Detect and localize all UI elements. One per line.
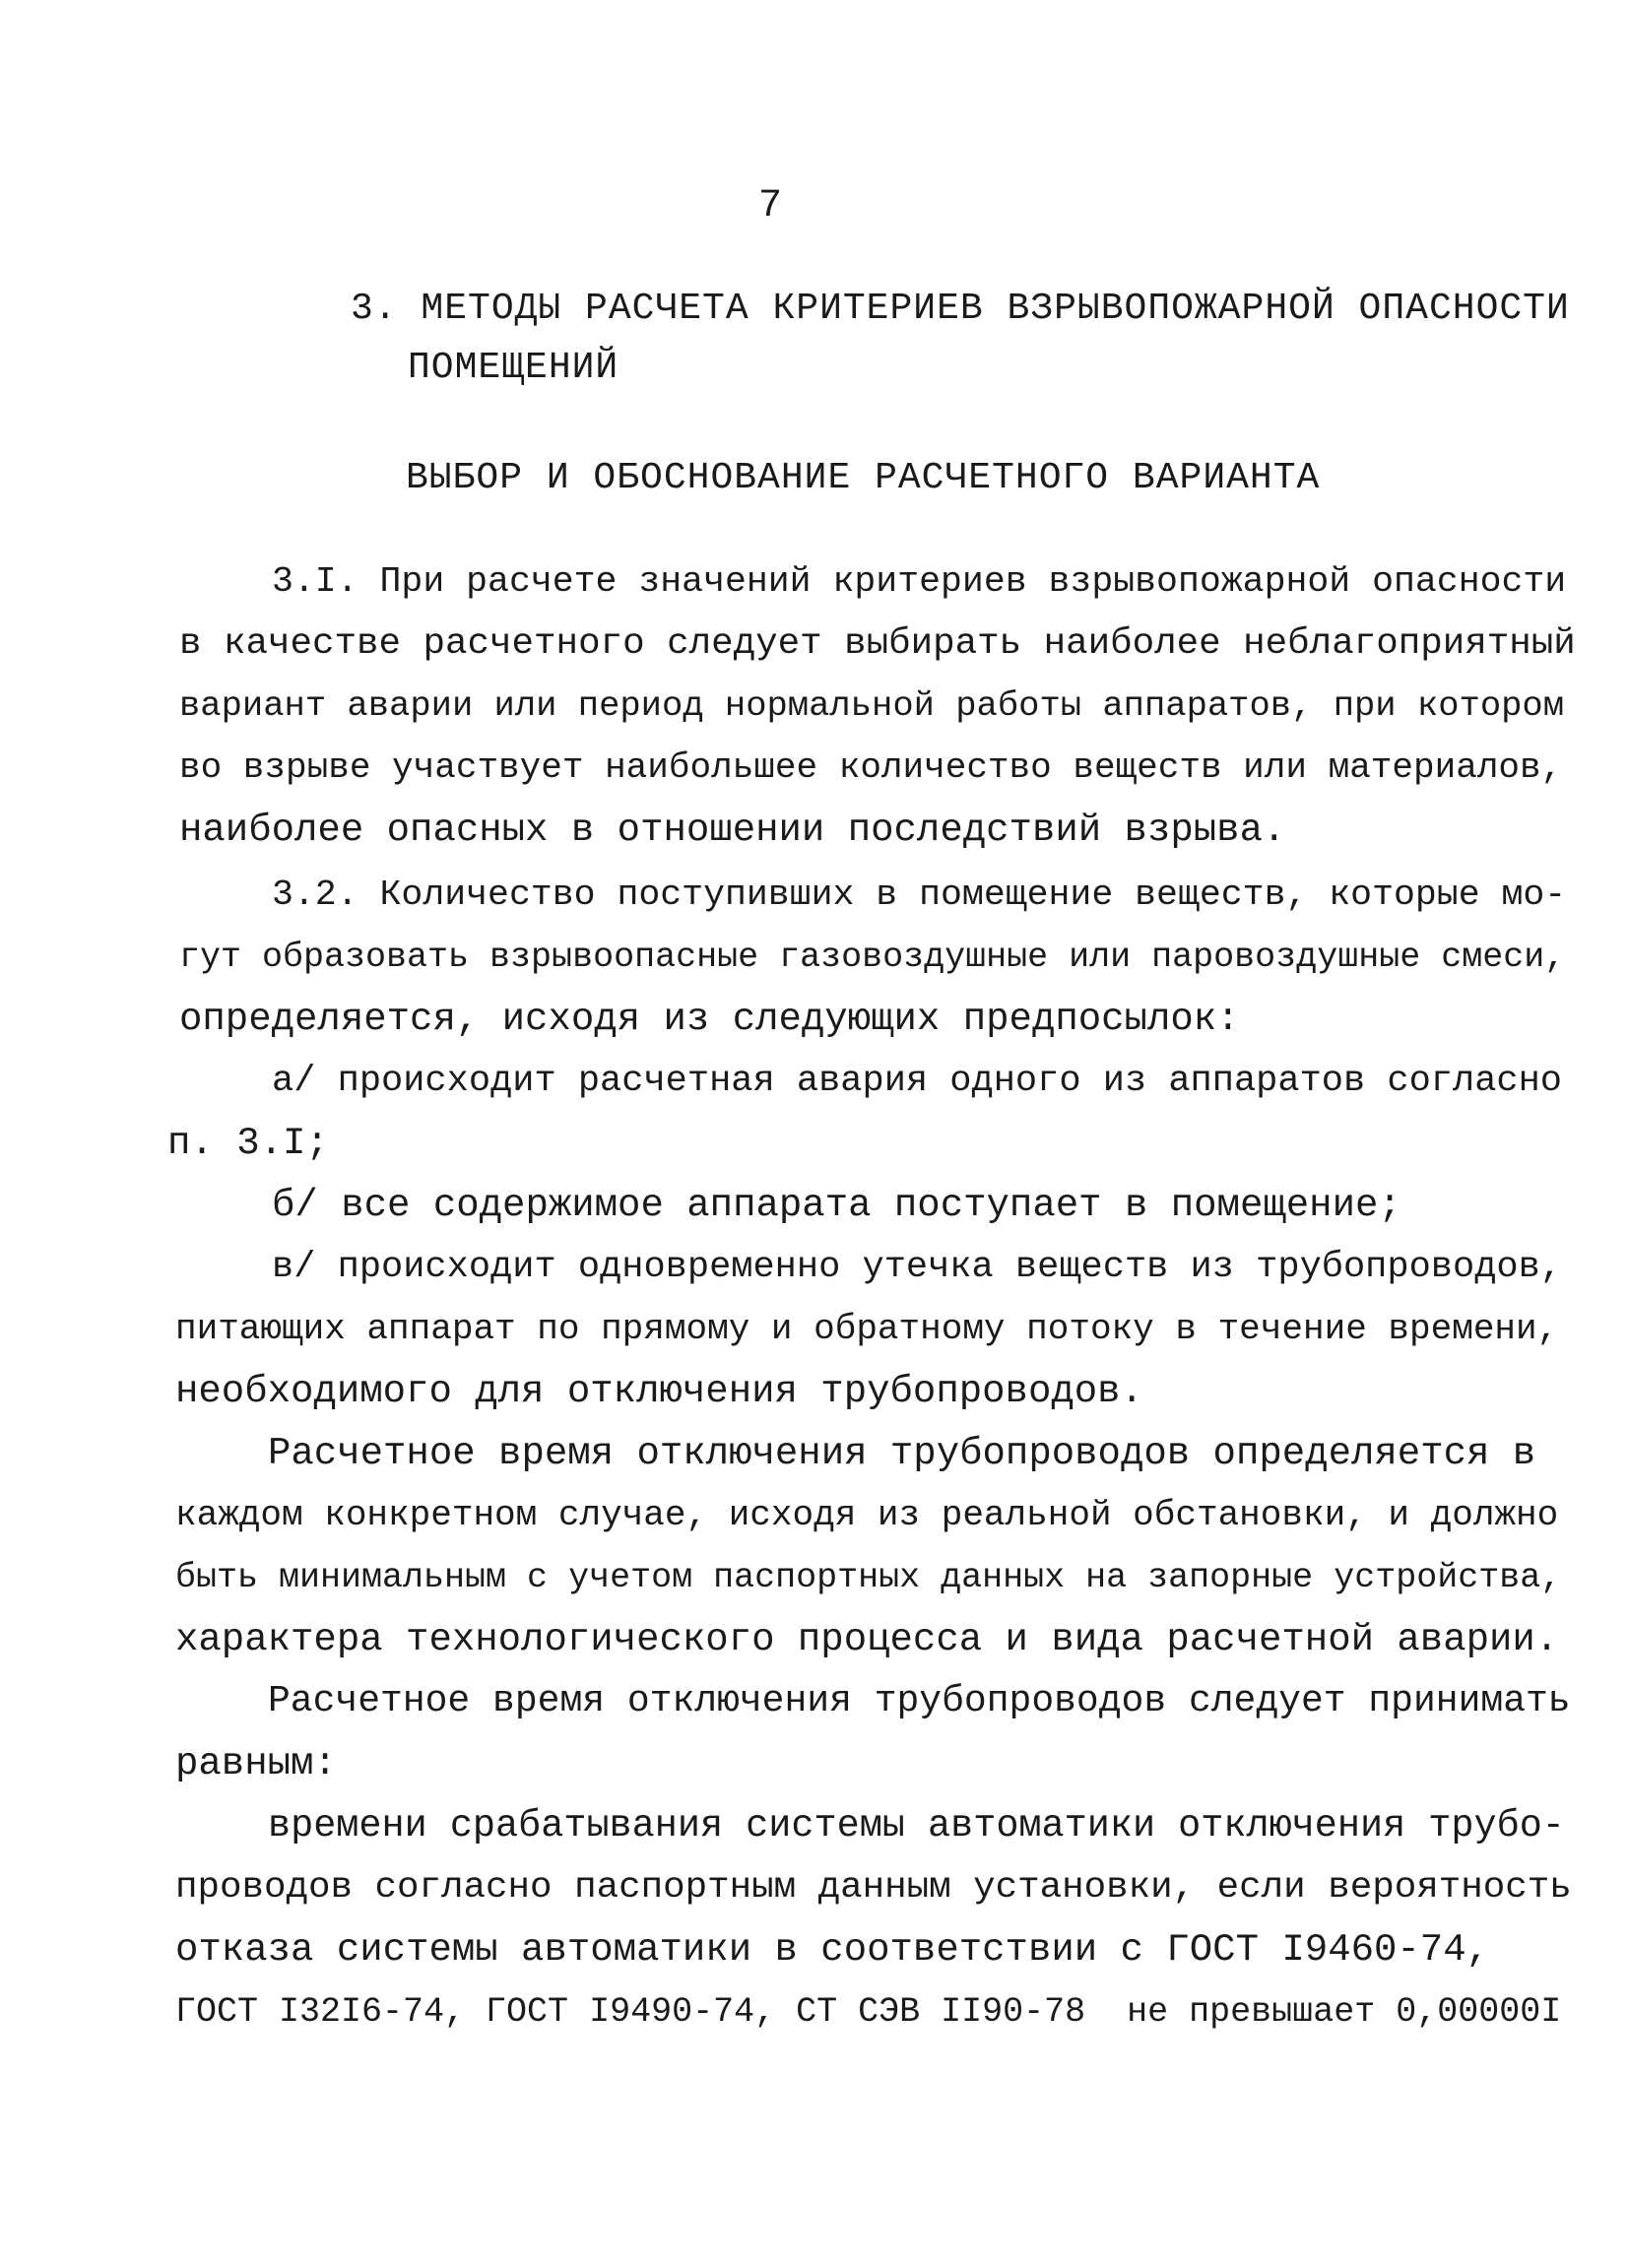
text-line: проводов согласно паспортным данным установки, если вероятность	[175, 1867, 1572, 1909]
section-heading-line-1: 3. МЕТОДЫ РАСЧЕТА КРИТЕРИЕВ ВЗРЫВОПОЖАРНОЙ ОПАСНОСТИ	[351, 288, 1570, 330]
text-line: быть минимальным с учетом паспортных данных на запорные устройства,	[175, 1558, 1562, 1597]
text-line: п. 3.I;	[167, 1122, 329, 1165]
text-line: определяется, исходя из следующих предпосылок:	[179, 998, 1240, 1041]
subheading: ВЫБОР И ОБОСНОВАНИЕ РАСЧЕТНОГО ВАРИАНТА	[406, 457, 1321, 499]
text-line: 3.2. Количество поступивших в помещение веществ, которые мо-	[272, 875, 1567, 915]
section-heading-line-2: ПОМЕЩЕНИЙ	[408, 347, 619, 389]
text-line: необходимого для отключения трубопроводов.	[175, 1370, 1143, 1413]
text-line: 3.I. При расчете значений критериев взрывопожарной опасности	[272, 561, 1567, 602]
text-line: а/ происходит расчетная авария одного из аппаратов согласно	[272, 1061, 1563, 1102]
text-line: отказа системы автоматики в соответствии с ГОСТ I9460-74,	[175, 1928, 1490, 1972]
text-line: в/ происходит одновременно утечка веществ из трубопроводов,	[272, 1247, 1563, 1288]
text-line: в качестве расчетного следует выбирать наиболее неблагоприятный	[179, 623, 1576, 665]
text-line: времени срабатывания системы автоматики отключения трубо-	[268, 1804, 1565, 1847]
text-line: Расчетное время отключения трубопроводов определяется в	[268, 1432, 1536, 1475]
text-line: во взрыве участвует наибольшее количество веществ или материалов,	[179, 747, 1563, 788]
page-number: 7	[758, 184, 783, 228]
text-line: каждом конкретном случае, исходя из реальной обстановки, и должно	[175, 1495, 1559, 1535]
text-line: характера технологического процесса и вида расчетной аварии.	[175, 1618, 1559, 1661]
text-line: вариант аварии или период нормальной работы аппаратов, при котором	[179, 685, 1565, 726]
text-line: гут образовать взрывоопасные газовоздушные или паровоздушные смеси,	[179, 938, 1566, 977]
text-line: ГОСТ I32I6-74, ГОСТ I9490-74, СТ СЭВ II90-78 не превышает 0,00000I	[175, 1992, 1562, 2032]
text-line: Расчетное время отключения трубопроводов следует принимать	[268, 1680, 1571, 1722]
text-line: равным:	[175, 1742, 337, 1785]
text-line: питающих аппарат по прямому и обратному потоку в течение времени,	[175, 1309, 1559, 1349]
text-line: б/ все содержимое аппарата поступает в помещение;	[272, 1184, 1401, 1227]
text-line: наиболее опасных в отношении последствий взрыва.	[179, 809, 1286, 852]
